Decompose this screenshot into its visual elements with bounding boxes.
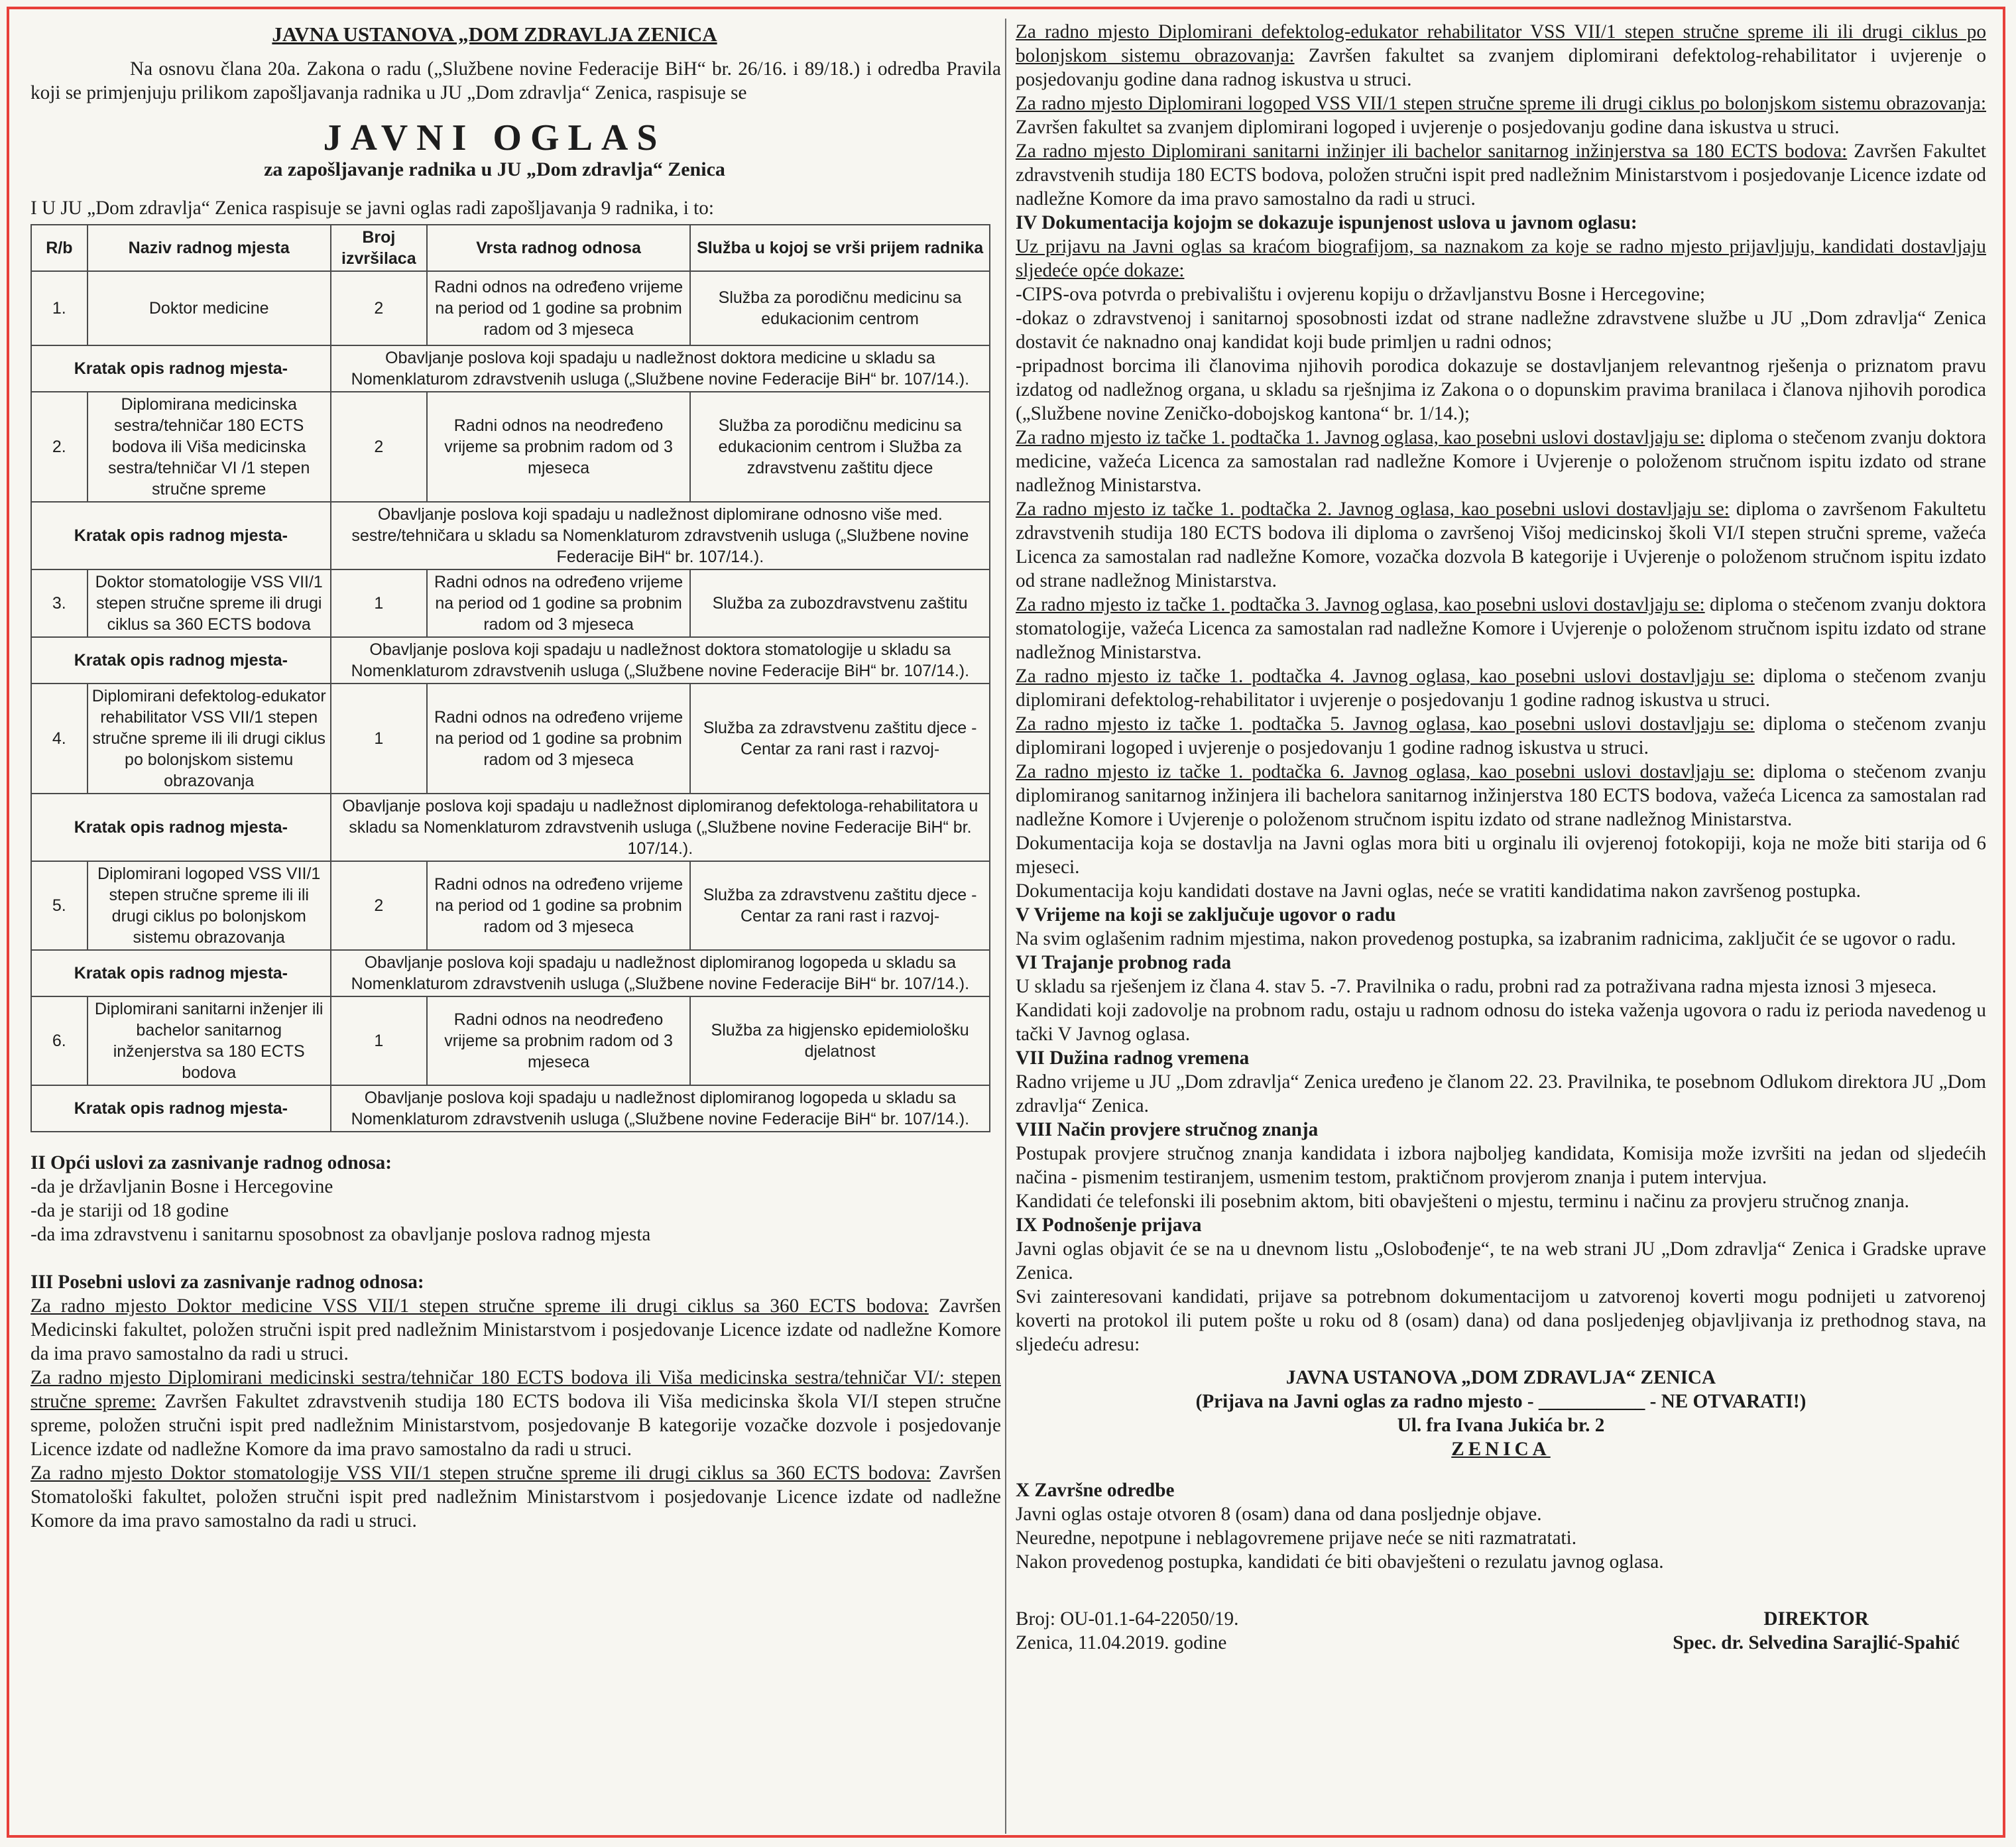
condition-item: [30, 1366, 1001, 1461]
list-item: -pripadnost borcima ili članovima njihovih porodica dokazuje se dostavljanjem relevantnog rješenja o priznatom pravu izdatog od nadležnog organa, u skladu sa rješnjima iz Zakona o o dopunskim pravima branilaca i članova njihovih porodica („Službene novine Zeničko-dobojskog kantona“ br. 1/14.);: [1016, 355, 1986, 424]
condition-lead: Za radno mjesto Diplomirani logoped VSS VII/1 stepen stručne spreme ili drugi ciklus po bolonjskom sistemu obrazovanja:: [1016, 93, 1986, 114]
special-item: [1016, 664, 1986, 712]
table-row: [31, 861, 990, 950]
table-row: [31, 569, 990, 637]
special-text: diploma o stečenom zvanju diplomirani defektolog-rehabilitator i uvjerenje o posjedovanju 1 godine radnog iskustva u struci.: [1016, 666, 1986, 711]
cell-type: Radni odnos na određeno vrijeme na period od 1 godine sa probnim radom od 3 mjeseca: [427, 684, 690, 794]
kratak-label: Kratak opis radnog mjesta-: [31, 950, 331, 996]
col-header-rb: R/b: [31, 225, 88, 271]
table-row: [31, 392, 990, 502]
table-desc-row: [31, 1085, 990, 1132]
special-item: [1016, 712, 1986, 760]
column-divider: [1005, 19, 1006, 1834]
cell-rb: 5.: [31, 861, 88, 950]
list-item: -da ima zdravstvenu i sanitarnu sposobnost za obavljanje poslova radnog mjesta: [30, 1224, 651, 1245]
cell-service: Služba za porodičnu medicinu sa edukacionim centrom i Služba za zdravstvenu zaštitu djece: [690, 392, 990, 502]
cell-service: Služba za zdravstvenu zaštitu djece -Centar za rani rast i razvoj-: [690, 861, 990, 950]
cell-name: Diplomirani defektolog-edukator rehabilitator VSS VII/1 stepen stručne spreme ili ili drugi ciklus po bolonjskom sistemu obrazovanja: [88, 684, 331, 794]
section-9-heading: IX Podnošenje prijava: [1016, 1215, 1202, 1236]
cell-rb: 6.: [31, 996, 88, 1085]
condition-lead: Za radno mjesto Doktor stomatologije VSS VII/1 stepen stručne spreme ili drugi ciklus sa 360 ECTS bodova:: [30, 1462, 931, 1484]
section-5-text: Na svim oglašenim radnim mjestima, nakon provedenog postupka, sa izabranim radnicima, zaključit će se ugovor o radu.: [1016, 928, 1956, 949]
section-8-heading: VIII Način provjere stručnog znanja: [1016, 1119, 1319, 1140]
kratak-label: Kratak opis radnog mjesta-: [31, 794, 331, 861]
cell-service: Služba za porodičnu medicinu sa edukacionim centrom: [690, 271, 990, 345]
section-8-text: Kandidati će telefonski ili posebnim aktom, biti obavješteni o mjestu, terminu i načinu za provjeru stručnog znanja.: [1016, 1191, 1909, 1212]
condition-lead: Za radno mjesto Diplomirani medicinski sestra/tehničar 180 ECTS bodova ili Viša medicinska sestra/tehničar VI/: stepen stručne spreme:: [30, 1367, 1001, 1412]
list-item: -da je stariji od 18 godine: [30, 1200, 229, 1221]
special-lead: Za radno mjesto iz tačke 1. podtačka 4. Javnog oglasa, kao posebni uslovi dostavljaju se:: [1016, 666, 1755, 687]
table-header-row: [31, 225, 990, 271]
section-7-heading: VII Dužina radnog vremena: [1016, 1047, 1250, 1069]
special-text: diploma o stečenom zvanju diplomiranog sanitarnog inžinjera ili bachelora sanitarnog inžinjerstva 180 ECTS bodova, važeća Licenca za samostalan rad nadležne Komore i Uvjerenje o položenom stručnom ispitu izdato od strane nadležnog Ministarstva.: [1016, 761, 1986, 830]
section-4-intro: Uz prijavu na Javni oglas sa kraćom biografijom, sa naznakom za koje se radno mjesto prijavljuju, kandidati dostavljaju sljedeće opće dokaze:: [1016, 236, 1986, 281]
section-6-text: U skladu sa rješenjem iz člana 4. stav 5. -7. Pravilnika o radu, probni rad za potraživana radna mjesta iznosi 3 mjeseca.: [1016, 976, 1937, 997]
kratak-label: Kratak opis radnog mjesta-: [31, 637, 331, 684]
cell-service: Služba za zubozdravstvenu zaštitu: [690, 569, 990, 637]
special-lead: Za radno mjesto iz tačke 1. podtačka 1. Javnog oglasa, kao posebni uslovi dostavljaju se:: [1016, 427, 1705, 448]
condition-text: Završen Fakultet zdravstvenih studija 180 ECTS bodova, položen stručni ispit pred nadležnim Ministarstvom i posjedovanje Licence izdate od nadležne Komore da ima pravo samostalno da radi u struci.: [1016, 141, 1987, 209]
section-10-heading: X Završne odredbe: [1016, 1480, 1175, 1501]
list-item: Neuredne, nepotpune i neblagovremene prijave neće se niti razmatratati.: [1016, 1527, 1577, 1549]
doc-note: Dokumentacija koju kandidati dostave na Javni oglas, neće se vratiti kandidatima nakon završenog postupka.: [1016, 880, 1861, 902]
cell-type: Radni odnos na određeno vrijeme na period od 1 godine sa probnim radom od 3 mjeseca: [427, 569, 690, 637]
special-text: diploma o završenom Fakultetu zdravstvenih studija 180 ECTS bodova ili diploma o završenoj Višoj medicinskoj školi VI/I stepen stručni spreme, važeća Licenca za samostalan rad nadležne Komore, vozačka dozvola B kategorije i Uvjerenje o položenom stručnom ispitu izdato od strane nadležnog Ministarstva.: [1016, 499, 1986, 591]
col-header-type: Vrsta radnog odnosa: [427, 225, 690, 271]
cell-name: Doktor stomatologije VSS VII/1 stepen stručne spreme ili drugi ciklus sa 360 ECTS bodova: [88, 569, 331, 637]
special-lead: Za radno mjesto iz tačke 1. podtačka 3. Javnog oglasa, kao posebni uslovi dostavljaju se:: [1016, 594, 1705, 615]
table-desc-row: [31, 637, 990, 684]
col-header-count: Broj izvršilaca: [331, 225, 427, 271]
cell-desc: Obavljanje poslova koji spadaju u nadležnost diplomiranog logopeda u skladu sa Nomenklaturom zdravstvenih usluga („Službene novine Federacije BiH“ br. 107/14.).: [331, 1085, 990, 1132]
table-desc-row: [31, 950, 990, 996]
condition-text: Završen fakultet sa zvanjem diplomirani defektolog-rehabilitator i uvjerenje o posjedovanju godine dana radnog iskustva u struci.: [1016, 45, 1986, 90]
condition-text: Završen Fakultet zdravstvenih studija 180 ECTS bodova ili Viša medicinska škola VI/I stepen stručne spreme, položen stručni ispit pred nadležnim Ministarstvom, posjedovanje B kategorije vozačke dozvole i posjedovanje Licence izdate od nadležne Komore da ima pravo samostalno da radi u struci.: [30, 1391, 1002, 1460]
doc-note: Dokumentacija koja se dostavlja na Javni oglas mora biti u orginalu ili ovjerenoj fotokopiji, koja ne može biti starija od 6 mjeseci.: [1016, 833, 1986, 878]
left-column: [30, 23, 1001, 1533]
signature-row: [1016, 1607, 1986, 1655]
list-item: Nakon provedenog postupka, kandidati će biti obavješteni o rezulatu javnog oglasa.: [1016, 1551, 1664, 1573]
cell-desc: Obavljanje poslova koji spadaju u nadležnost diplomiranog logopeda u skladu sa Nomenklaturom zdravstvenih usluga („Službene novine Federacije BiH“ br. 107/14.).: [331, 950, 990, 996]
list-item: Javni oglas ostaje otvoren 8 (osam) dana od dana posljednje objave.: [1016, 1504, 1542, 1525]
condition-text: Završen fakultet sa zvanjem diplomirani logoped i uvjerenje o posjedovanju godine dana iskustva u struci.: [1016, 117, 1840, 138]
special-lead: Za radno mjesto iz tačke 1. podtačka 5. Javnog oglasa, kao posebni uslovi dostavljaju se:: [1016, 713, 1755, 735]
section-9-text: Javni oglas objavit će se na u dnevnom listu „Oslobođenje“, te na web strani JU „Dom zdravlja“ Zenica i Gradske uprave Zenica.: [1016, 1238, 1986, 1283]
cell-name: Doktor medicine: [88, 271, 331, 345]
positions-table: [30, 224, 990, 1132]
special-lead: Za radno mjesto iz tačke 1. podtačka 2. Javnog oglasa, kao posebni uslovi dostavljaju se:: [1016, 499, 1730, 520]
section-8-text: Postupak provjere stručnog znanja kandidata i izbora najboljeg kandidata, Komisija može izvršiti na jedan od sljedećih načina - pismenim testiranjem, usmenim testom, praktičnom provjerom znanja i putem intervjua.: [1016, 1143, 1986, 1188]
table-row: [31, 684, 990, 794]
cell-desc: Obavljanje poslova koji spadaju u nadležnost diplomiranog defektologa-rehabilitatora u skladu sa Nomenklaturom zdravstvenih usluga („Službene novine Federacije BiH“ br. 107/14.).: [331, 794, 990, 861]
condition-lead: Za radno mjesto Diplomirani defektolog-edukator rehabilitator VSS VII/1 stepen stručne spreme ili ili drugi ciklus po bolonjskom sistemu obrazovanja:: [1016, 21, 1986, 66]
address-city: ZENICA: [1451, 1439, 1551, 1460]
cell-count: 1: [331, 569, 427, 637]
section-3-heading: III Posebni uslovi za zasnivanje radnog odnosa:: [30, 1272, 424, 1293]
table-desc-row: [31, 345, 990, 392]
cell-type: Radni odnos na određeno vrijeme na period od 1 godine sa probnim radom od 3 mjeseca: [427, 271, 690, 345]
cell-count: 1: [331, 684, 427, 794]
cell-count: 2: [331, 861, 427, 950]
cell-count: 2: [331, 392, 427, 502]
cell-service: Služba za higjensko epidemiološku djelatnost: [690, 996, 990, 1085]
kratak-label: Kratak opis radnog mjesta-: [31, 1085, 331, 1132]
document-number: Broj: OU-01.1-64-22050/19.: [1016, 1608, 1239, 1630]
address-block: [1016, 1366, 1986, 1461]
cell-rb: 4.: [31, 684, 88, 794]
cell-desc: Obavljanje poslova koji spadaju u nadležnost doktora stomatologije u skladu sa Nomenklaturom zdravstvenih usluga („Službene novine Federacije BiH“ br. 107/14.).: [331, 637, 990, 684]
section-4-heading: IV Dokumentacija kojojm se dokazuje ispunjenost uslova u javnom oglasu:: [1016, 212, 1637, 233]
list-item: -da je državljanin Bosne i Hercegovine: [30, 1176, 333, 1197]
kratak-label: Kratak opis radnog mjesta-: [31, 345, 331, 392]
condition-item: [1016, 20, 1986, 91]
section-9-text: Svi zainteresovani kandidati, prijave sa potrebnom dokumentacijom u zatvorenoj koverti mogu podnijeti u zatvorenoj koverti na protokol ili putem pošte u roku od 8 (osam) dana) od dana posljedenjeg objavljivanja iz prethodnog stava, na sljedeću adresu:: [1016, 1286, 1986, 1355]
cell-type: Radni odnos na neodređeno vrijeme sa probnim radom od 3 mjeseca: [427, 392, 690, 502]
cell-type: Radni odnos na neodređeno vrijeme sa probnim radom od 3 mjeseca: [427, 996, 690, 1085]
section-2-heading: II Opći uslovi za zasnivanje radnog odnosa:: [30, 1152, 392, 1173]
condition-text: Završen Stomatološki fakultet, položen stručni ispit pred nadležnim Ministarstvom i posjedovanje Licence izdate od nadležne Komore da ima pravo samostalno da radi u struci.: [30, 1462, 1001, 1531]
cell-rb: 1.: [31, 271, 88, 345]
section-7-text: Radno vrijeme u JU „Dom zdravlja“ Zenica uređeno je članom 22. 23. Pravilnika, te posebnom Odlukom direktora JU „Dom zdravlja“ Zenica.: [1016, 1071, 1986, 1116]
col-header-name: Naziv radnog mjesta: [88, 225, 331, 271]
condition-text: Završen Medicinski fakultet, položen stručni ispit pred nadležnim Ministarstvom i posjedovanje Licence izdate od nadležne Komore da ima pravo samostalno da radi u struci.: [30, 1295, 1001, 1364]
cell-count: 1: [331, 996, 427, 1085]
table-row: [31, 996, 990, 1085]
director-block: [1673, 1607, 1960, 1655]
cell-rb: 2.: [31, 392, 88, 502]
address-subject: (Prijava na Javni oglas za radno mjesto - ___________ - NE OTVARATI!): [1195, 1391, 1807, 1412]
intro-text: Na osnovu člana 20a. Zakona o radu („Službene novine Federacije BiH“ br. 26/16. i 89/18.) i odredba Pravila koji se primjenjuju prilikom zapošljavanja radnika u JU „Dom zdravlja“ Zenica, raspisuje se: [30, 58, 1001, 103]
cell-type: Radni odnos na određeno vrijeme na period od 1 godine sa probnim radom od 3 mjeseca: [427, 861, 690, 950]
condition-item: [1016, 139, 1986, 211]
list-item: -CIPS-ova potvrda o prebivalištu i ovjerenu kopiju o državljanstvu Bosne i Hercegovine;: [1016, 284, 1705, 305]
kratak-label: Kratak opis radnog mjesta-: [31, 502, 331, 569]
condition-item: [1016, 91, 1986, 139]
cell-name: Diplomirani logoped VSS VII/1 stepen stručne spreme ili ili drugi ciklus po bolonjskom sistemu obrazovanja: [88, 861, 331, 950]
cell-rb: 3.: [31, 569, 88, 637]
special-item: [1016, 497, 1986, 593]
org-title: JAVNA USTANOVA „DOM ZDRAVLJA ZENICA: [272, 23, 717, 46]
special-item: [1016, 593, 1986, 664]
special-text: diploma o stečenom zvanju doktora medicine, važeća Licenca za samostalan rad nadležne Komore i Uvjerenje o položenom stručnom ispitu izdato od strane nadležnog Ministarstva.: [1016, 427, 1986, 496]
condition-lead: Za radno mjesto Diplomirani sanitarni inžinjer ili bachelor sanitarnog inžinjerstva sa 180 ECTS bodova:: [1016, 141, 1848, 162]
address-street: Ul. fra Ivana Jukića br. 2: [1397, 1415, 1605, 1436]
cell-service: Služba za zdravstvenu zaštitu djece -Centar za rani rast i razvoj-: [690, 684, 990, 794]
cell-count: 2: [331, 271, 427, 345]
document-number-block: [1016, 1607, 1238, 1655]
special-text: diploma o stečenom zvanju doktora stomatologije, važeća Licenca za samostalan rad nadležne Komore i Uvjerenje o položenom stručnom ispitu izdato od strane nadležnog Ministarstva.: [1016, 594, 1986, 663]
table-desc-row: [31, 794, 990, 861]
condition-item: [30, 1294, 1001, 1366]
col-header-service: Služba u kojoj se vrši prijem radnika: [690, 225, 990, 271]
special-text: diploma o stečenom zvanju diplomirani logoped i uvjerenje o posjedovanju 1 godine radnog iskustva u struci.: [1016, 713, 1986, 758]
announcement-subtitle: za zapošljavanje radnika u JU „Dom zdravlja“ Zenica: [264, 158, 725, 180]
document-date: Zenica, 11.04.2019. godine: [1016, 1632, 1227, 1653]
condition-lead: Za radno mjesto Doktor medicine VSS VII/1 stepen stručne spreme ili drugi ciklus sa 360 ECTS bodova:: [30, 1295, 929, 1317]
announcement-title: JAVNI OGLAS: [323, 117, 666, 158]
special-lead: Za radno mjesto iz tačke 1. podtačka 6. Javnog oglasa, kao posebni uslovi dostavljaju se:: [1016, 761, 1755, 782]
section-6-heading: VI Trajanje probnog rada: [1016, 952, 1232, 973]
right-column: [1016, 20, 1986, 1655]
table-row: [31, 271, 990, 345]
special-item: [1016, 426, 1986, 497]
table-desc-row: [31, 502, 990, 569]
cell-name: Diplomirani sanitarni inženjer ili bachelor sanitarnog inženjerstva sa 180 ECTS bodova: [88, 996, 331, 1085]
cell-desc: Obavljanje poslova koji spadaju u nadležnost doktora medicine u skladu sa Nomenklaturom zdravstvenih usluga („Službene novine Federacije BiH“ br. 107/14.).: [331, 345, 990, 392]
cell-name: Diplomirana medicinska sestra/tehničar 180 ECTS bodova ili Viša medicinska sestra/tehničar VI /1 stepen stručne spreme: [88, 392, 331, 502]
director-name: Spec. dr. Selvedina Sarajlić-Spahić: [1673, 1632, 1960, 1653]
condition-item: [30, 1461, 1001, 1533]
cell-desc: Obavljanje poslova koji spadaju u nadležnost diplomirane odnosno više med. sestre/tehničara u skladu sa Nomenklaturom zdravstvenih usluga („Službene novine Federacije BiH“ br. 107/14.).: [331, 502, 990, 569]
section-1-heading: I U JU „Dom zdravlja“ Zenica raspisuje se javni oglas radi zapošljavanja 9 radnika, i to:: [30, 198, 714, 219]
special-item: [1016, 760, 1986, 831]
director-title: DIREKTOR: [1763, 1608, 1869, 1630]
section-5-heading: V Vrijeme na koji se zaključuje ugovor o radu: [1016, 904, 1396, 925]
list-item: -dokaz o zdravstvenoj i sanitarnoj sposobnosti izdat od strane nadležne zdravstvene službe u JU „Dom zdravlja“ Zenica dostavit će naknadno onaj kandidat koji bude primljen u radni odnos;: [1016, 308, 1986, 353]
address-org: JAVNA USTANOVA „DOM ZDRAVLJA“ ZENICA: [1285, 1367, 1716, 1388]
section-6-text: Kandidati koji zadovolje na probnom radu, ostaju u radnom odnosu do isteka važenja ugovora o radu iz perioda navedenog u tački V Javnog oglasa.: [1016, 1000, 1986, 1045]
